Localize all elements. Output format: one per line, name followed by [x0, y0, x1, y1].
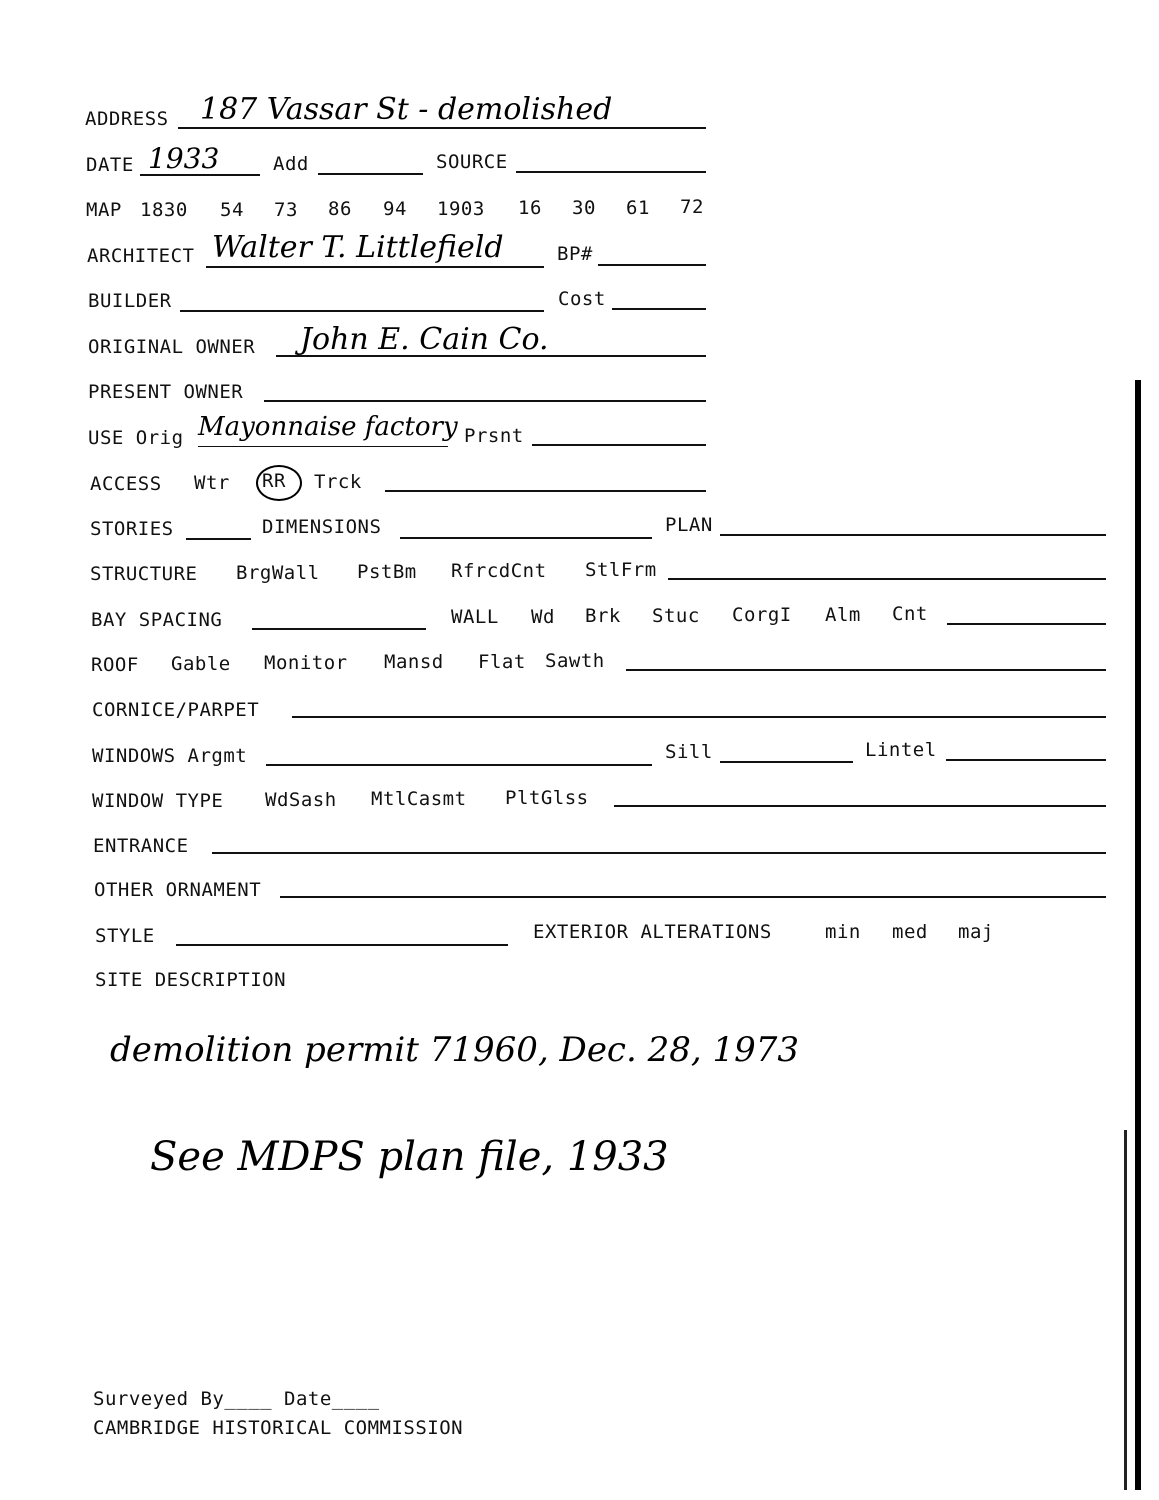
wall-opt-0: Wd: [531, 606, 555, 628]
window-type-label: WINDOW TYPE: [92, 790, 224, 812]
dimensions-label: DIMENSIONS: [262, 516, 382, 538]
cost-line: [612, 308, 706, 310]
date-label: DATE: [86, 154, 134, 176]
original-owner-value: John E. Cain Co.: [300, 322, 549, 357]
structure-line: [668, 578, 1106, 580]
roof-line: [626, 669, 1106, 671]
structure-opt-2: RfrcdCnt: [451, 560, 547, 582]
stories-label: STORIES: [90, 518, 174, 540]
roof-label: ROOF: [91, 654, 139, 676]
address-value: 187 Vassar St - demolished: [200, 92, 613, 127]
prsnt-line: [532, 444, 706, 446]
window-type-opt-1: MtlCasmt: [371, 788, 467, 810]
bay-line: [252, 628, 426, 630]
wall-opt-1: Brk: [585, 605, 621, 627]
access-rr: RR: [262, 470, 286, 492]
map-year-7: 30: [572, 197, 596, 219]
handwritten-note-2: See MDPS plan file, 1933: [150, 1134, 669, 1180]
wall-opt-2: Stuc: [652, 605, 700, 627]
roof-opt-2: Mansd: [384, 651, 444, 673]
architect-value: Walter T. Littlefield: [212, 230, 504, 265]
map-year-9: 72: [680, 196, 704, 218]
map-year-4: 94: [383, 198, 407, 220]
bay-label: BAY SPACING: [91, 609, 223, 631]
use-value: Mayonnaise factory: [198, 412, 458, 442]
entrance-line: [212, 852, 1106, 854]
other-ornament-label: OTHER ORNAMENT: [94, 879, 262, 901]
source-line: [516, 171, 706, 173]
windows-line: [266, 764, 652, 766]
prsnt-label: Prsnt: [464, 425, 524, 447]
access-line: [385, 490, 706, 492]
builder-label: BUILDER: [88, 290, 172, 312]
structure-opt-0: BrgWall: [236, 562, 320, 584]
window-type-opt-0: WdSash: [265, 789, 337, 811]
access-wtr: Wtr: [194, 472, 230, 494]
plan-line: [720, 534, 1106, 536]
structure-label: STRUCTURE: [90, 563, 198, 585]
wall-line: [947, 623, 1106, 625]
cornice-label: CORNICE/PARPET: [92, 699, 260, 721]
present-owner-line: [264, 400, 706, 402]
architect-label: ARCHITECT: [87, 245, 195, 267]
access-trck: Trck: [314, 471, 362, 493]
stories-line: [186, 538, 251, 540]
lintel-line: [946, 759, 1106, 761]
roof-opt-3: Flat: [478, 651, 526, 673]
map-year-1: 54: [220, 199, 244, 221]
style-label: STYLE: [95, 925, 155, 947]
window-type-line: [614, 805, 1106, 807]
map-year-6: 16: [518, 197, 542, 219]
architect-line: [206, 266, 544, 268]
commission-name: CAMBRIDGE HISTORICAL COMMISSION: [93, 1417, 464, 1439]
wall-opt-3: CorgI: [732, 604, 792, 626]
present-owner-label: PRESENT OWNER: [88, 381, 244, 403]
plan-label: PLAN: [665, 514, 713, 536]
structure-opt-3: StlFrm: [585, 559, 657, 581]
cost-label: Cost: [558, 288, 606, 310]
structure-opt-1: PstBm: [357, 561, 417, 583]
wall-label: WALL: [451, 606, 499, 628]
map-year-5: 1903: [437, 198, 485, 220]
address-line: [178, 127, 706, 129]
entrance-label: ENTRANCE: [93, 835, 189, 857]
bp-line: [598, 264, 706, 266]
ext-alt-opt-1: med: [892, 921, 928, 943]
site-description-label: SITE DESCRIPTION: [95, 969, 287, 991]
add-label: Add: [273, 153, 309, 175]
roof-opt-4: Sawth: [545, 650, 605, 672]
other-ornament-line: [280, 896, 1106, 898]
wall-opt-4: Alm: [825, 604, 861, 626]
map-label: MAP: [86, 199, 122, 221]
scan-edge-inner: [1124, 1130, 1127, 1490]
sill-line: [720, 761, 853, 763]
roof-opt-1: Monitor: [264, 652, 348, 674]
windows-label: WINDOWS Argmt: [92, 745, 248, 767]
cornice-line: [292, 716, 1106, 718]
map-year-8: 61: [626, 197, 650, 219]
surveyed-label: Surveyed By____ Date____: [93, 1388, 380, 1410]
use-label: USE Orig: [88, 427, 184, 449]
bp-label: BP#: [557, 243, 593, 265]
lintel-label: Lintel: [865, 739, 937, 761]
ext-alt-label: EXTERIOR ALTERATIONS: [533, 921, 772, 943]
wall-opt-5: Cnt: [892, 603, 928, 625]
handwritten-note-1: demolition permit 71960, Dec. 28, 1973: [110, 1030, 799, 1070]
access-label: ACCESS: [90, 473, 162, 495]
map-year-0: 1830: [140, 199, 188, 221]
style-line: [176, 944, 508, 946]
map-year-3: 86: [328, 198, 352, 220]
date-value: 1933: [148, 142, 220, 175]
use-line: [198, 446, 448, 447]
window-type-opt-2: PltGlss: [505, 787, 589, 809]
scan-edge: [1135, 380, 1141, 1490]
original-owner-label: ORIGINAL OWNER: [88, 336, 256, 358]
sill-label: Sill: [665, 741, 713, 763]
ext-alt-opt-0: min: [825, 921, 861, 943]
builder-line: [180, 310, 544, 312]
address-label: ADDRESS: [85, 108, 169, 130]
dimensions-line: [400, 537, 652, 539]
ext-alt-opt-2: maj: [958, 921, 994, 943]
add-line: [318, 173, 423, 175]
map-year-2: 73: [274, 199, 298, 221]
roof-opt-0: Gable: [171, 653, 231, 675]
source-label: SOURCE: [436, 151, 508, 173]
